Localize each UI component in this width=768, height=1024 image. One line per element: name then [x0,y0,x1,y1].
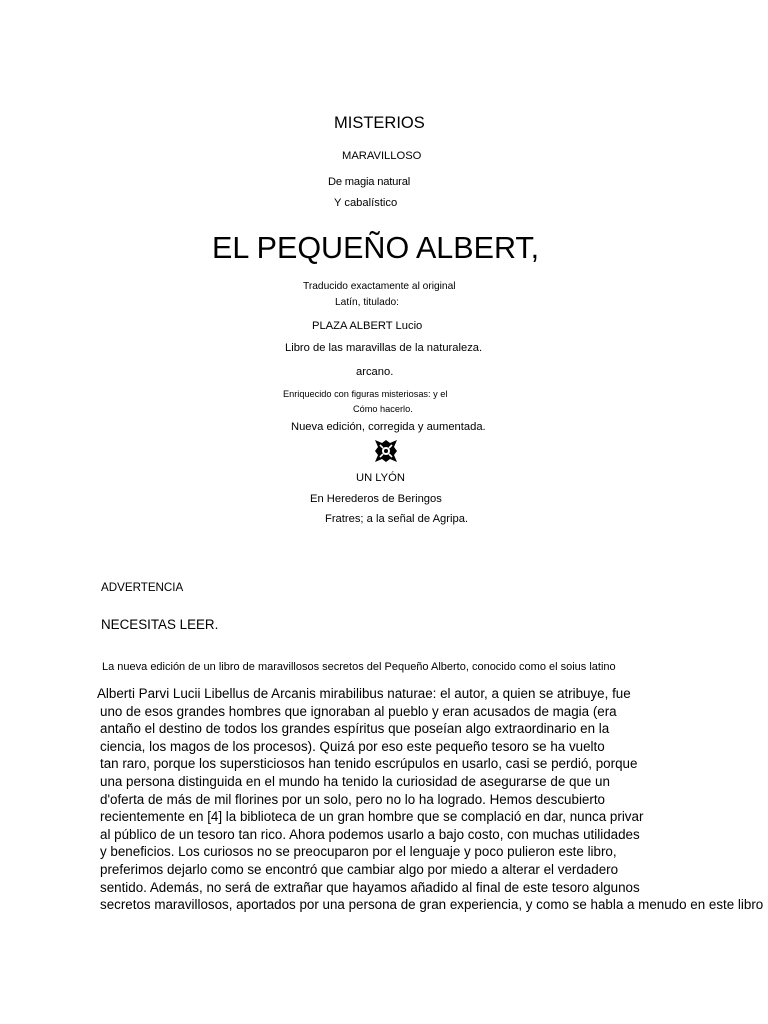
body-line: d'oferta de más de mil florines por un solo, pero no lo ha logrado. Hemos descubierto [100,791,605,807]
body-line: y beneficios. Los curiosos no se preocuparon por el lenguaje y poco pulieron este libro, [100,844,617,860]
ornament-icon [372,437,400,465]
notice-heading: ADVERTENCIA [101,581,184,594]
title-edicion: Nueva edición, corregida y aumentada. [291,421,486,433]
body-line: al público de un tesoro tan rico. Ahora podemos usarlo a bajo costo, con muchas utilidades [100,826,640,842]
title-magia-natural: De magia natural [328,176,410,188]
body-line: Alberti Parvi Lucii Libellus de Arcanis mirabilibus naturae: el autor, a quien se atribuye, fue [97,686,631,701]
main-title: EL PEQUEÑO ALBERT, [212,231,540,265]
body-line: antaño el destino de todos los grandes espíritus que poseían algo extraordinario en la [100,721,610,737]
notice-subheading: NECESITAS LEER. [101,617,219,632]
body-line: uno de esos grandes hombres que ignoraban al pueblo y eran acusados de magia (era [100,703,617,719]
title-arcano: arcano. [356,366,394,378]
title-enriquecido-line2: Cómo hacerlo. [353,404,413,414]
body-line: preferimos dejarlo como se encontró que cambiar algo por miedo a alterar el verdadero [100,861,619,877]
title-misterios: MISTERIOS [334,114,425,132]
title-lyon: UN LYÓN [356,472,405,484]
notice-body [97,685,768,914]
body-line: ciencia, los magos de los procesos). Quizá por eso este pequeño tesoro se ha vuelto [100,738,605,754]
title-fratres: Fratres; a la señal de Agripa. [325,513,469,525]
body-line: secretos maravillosos, aportados por una persona de gran experiencia, y como se habla a menudo en este libro [100,897,764,913]
title-plaza: PLAZA ALBERT Lucio [312,320,423,332]
title-maravilloso: MARAVILLOSO [342,150,422,162]
title-traducido-line2: Latín, titulado: [335,297,400,308]
body-line: recientemente en [4] la biblioteca de un gran hombre que se complació en dar, nunca privar [100,809,644,825]
title-enriquecido-line1: Enriquecido con figuras misteriosas: y el [283,389,448,399]
body-line: tan raro, porque los supersticiosos han tenido escrúpulos en usarlo, casi se perdió, porque [100,756,638,772]
title-cabalistico: Y cabalístico [334,197,398,209]
title-libro: Libro de las maravillas de la naturaleza. [285,342,483,354]
body-line: una persona distinguida en el mundo ha tenido la curiosidad de asegurarse de que un [100,773,610,789]
notice-intro: La nueva edición de un libro de maravillosos secretos del Pequeño Alberto, conocido como el soius latino [102,661,616,673]
title-herederos: En Herederos de Beringos [310,493,442,505]
title-traducido-line1: Traducido exactamente al original [303,281,456,292]
body-line: sentido. Además, no será de extrañar que hayamos añadido al final de este tesoro algunos [100,879,640,895]
